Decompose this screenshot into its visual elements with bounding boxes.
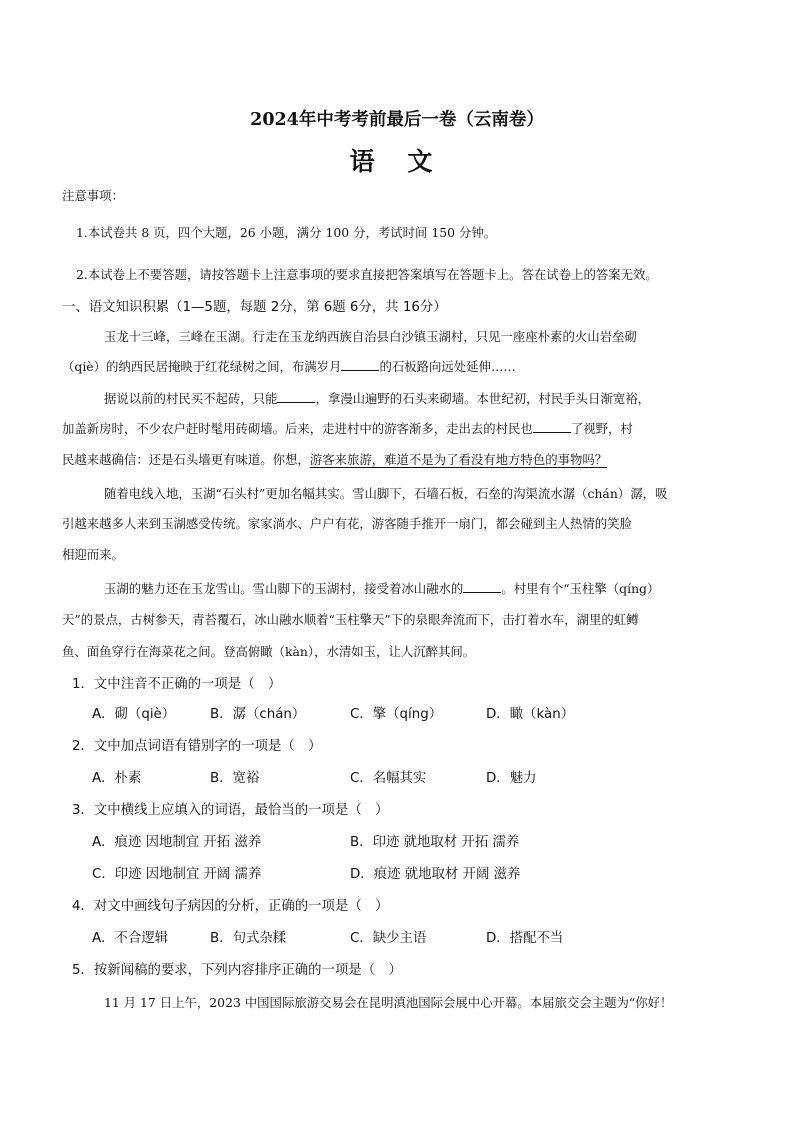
fill-blank (533, 420, 571, 433)
notice-item-2: 2.本试卷上不要答题，请按答题卡上注意事项的要求直接把答案填写在答题卡上。答在试卷上的答案无效。 (76, 267, 658, 282)
passage-line: 天”的景点，古树参天，青苔覆石，冰山融水顺着“玉柱擎天”下的泉眼奔流而下，击打着水车，湖里的虹鳟 (62, 612, 639, 627)
option-a: A．不合逻辑 (92, 931, 169, 946)
option-a: A．朴素 (92, 771, 142, 786)
option-c: C．擎（qíng） (350, 707, 443, 722)
passage-line: 民越来越确信：还是石头墙更有味道。你想，游客来旅游，难道不是为了看没有地方特色的事物吗？ (62, 452, 608, 467)
section-heading: 一、语文知识积累（1—5题，每题 2分，第 6题 6分，共 16分） (62, 300, 447, 315)
option-b: B．潺（chán） (210, 707, 306, 722)
passage-line: 相迎而来。 (62, 547, 124, 562)
option-a: A．痕迹 因地制宜 开拓 滋养 (92, 835, 262, 850)
question-stem: 2．文中加点词语有错别字的一项是（ ） (72, 739, 322, 754)
option-d: D．魅力 (486, 771, 537, 786)
passage-line: 随着电线入地，玉湖“石头村”更加名幅其实。雪山脚下，石墙石板，石垒的沟渠流水潺（chán）潺，吸 (104, 486, 668, 501)
option-c: C．名幅其实 (350, 771, 427, 786)
fill-blank (341, 358, 379, 371)
question-stem: 1．文中注音不正确的一项是（ ） (72, 677, 282, 692)
option-a: A．砌（qiè） (92, 707, 176, 722)
passage-line: 11 月 17 日上午，2023 中国国际旅游交易会在昆明滇池国际会展中心开幕。本届旅交会主题为“你好！ (104, 995, 673, 1010)
passage-line: 玉湖的魅力还在玉龙雪山。雪山脚下的玉湖村，接受着冰山融水的 。村里有个“玉柱擎（qíng） (104, 581, 660, 596)
passage-line: 玉龙十三峰，三峰在玉湖。行走在玉龙纳西族自治县白沙镇玉湖村，只见一座座朴素的火山岩垒砌 (104, 329, 637, 344)
fill-blank (277, 390, 315, 403)
option-b: B．宽裕 (210, 771, 260, 786)
underlined-sentence: 游客来旅游，难道不是为了看没有地方特色的事物吗？ (309, 452, 608, 467)
subject-title: 语 文 (349, 147, 445, 176)
fill-blank (463, 580, 501, 593)
notice-item-1: 1.本试卷共 8 页，四个大题，26 小题，满分 100 分，考试时间 150 分钟。 (76, 225, 497, 240)
question-stem: 5．按新闻稿的要求，下列内容排序正确的一项是（ ） (72, 963, 402, 978)
passage-line: 据说以前的村民买不起砖，只能 ，拿漫山遍野的石头来砌墙。本世纪初，村民手头日渐宽裕， (104, 391, 651, 406)
exam-title: 2024年中考考前最后一卷（云南卷） (250, 110, 544, 130)
option-b: B．印迹 就地取材 开拓 濡养 (350, 835, 520, 850)
option-d: D．痕迹 就地取材 开阔 滋养 (350, 867, 521, 882)
passage-line: 引越来越多人来到玉湖感受传统。家家淌水、户户有花，游客随手推开一扇门，都会碰到主人热情的笑脸 (62, 516, 632, 531)
passage-line: 鱼、面鱼穿行在海菜花之间。登高俯瞰（kàn），水清如玉，让人沉醉其间。 (62, 644, 476, 659)
passage-line: 加盖新房时，不少农户赶时髦用砖砌墙。后来，走进村中的游客渐多，走出去的村民也 了视野，村 (62, 421, 633, 436)
option-d: D．瞰（kàn） (486, 707, 575, 722)
passage-line: （qiè）的纳西民居掩映于红花绿树之间，布满岁月 的石板路向远处延伸…… (62, 359, 516, 374)
option-b: B．句式杂糅 (210, 931, 287, 946)
notice-title: 注意事项： (62, 188, 124, 203)
question-stem: 3．文中横线上应填入的词语，最恰当的一项是（ ） (72, 803, 389, 818)
option-c: C．印迹 因地制宜 开阔 濡养 (92, 867, 262, 882)
option-d: D．搭配不当 (486, 931, 564, 946)
option-c: C．缺少主语 (350, 931, 427, 946)
question-stem: 4．对文中画线句子病因的分析，正确的一项是（ ） (72, 899, 389, 914)
